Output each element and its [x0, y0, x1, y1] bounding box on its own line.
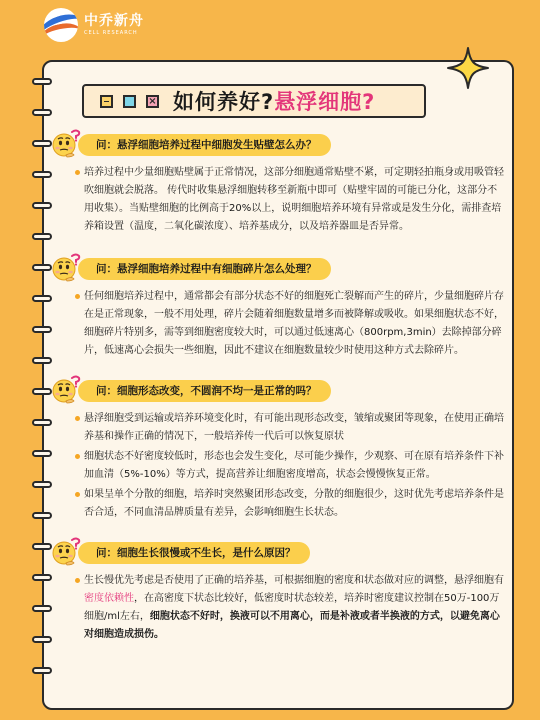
spiral-ring — [32, 605, 52, 612]
brand-logo-icon — [44, 8, 78, 42]
maximize-icon — [123, 95, 136, 108]
answer-text: ，在高密度下状态比较好，低密度时状态较差，培养时密度建议控制在50万-100万细胞/ml左右， — [84, 593, 500, 622]
spiral-ring — [32, 667, 52, 674]
question-pill: 问：细胞形态改变，不圆润不均一是正常的吗？ — [78, 380, 331, 402]
spiral-ring — [32, 543, 52, 550]
spiral-ring — [32, 295, 52, 302]
spiral-ring — [32, 202, 52, 209]
qa-section-3 — [66, 378, 506, 524]
answer-text: 生长慢优先考虑是否使用了正确的培养基，可根据细胞的密度和状态做对应的调整，悬浮细胞有 — [84, 575, 504, 586]
answer-bullet: 培养过程中少量细胞贴壁属于正常情况，这部分细胞通常贴壁不紧，可定期轻拍瓶身或用吸管轻吹细胞就会脱落。 传代时收集悬浮细胞转移至新瓶中即可（贴壁牢固的可能已分化，这部分不用收集）。当贴壁细胞的比例高于20%以上，说明细胞培养环境有异常或是发生分化，需排查培养箱设置（温度，二氧化碳浓度）、培养基成分，以及培养器皿是否异常。 — [84, 164, 506, 236]
minimize-icon — [100, 95, 113, 108]
spiral-ring — [32, 326, 52, 333]
qa-section-1 — [66, 132, 506, 238]
spiral-ring — [32, 388, 52, 395]
spiral-ring — [32, 574, 52, 581]
spiral-ring — [32, 419, 52, 426]
spiral-ring — [32, 450, 52, 457]
highlight-text: 密度依赖性 — [84, 593, 134, 604]
spiral-ring — [32, 171, 52, 178]
question-pill: 问：悬浮细胞培养过程中细胞发生贴壁怎么办？ — [78, 134, 331, 156]
spiral-ring — [32, 109, 52, 116]
answer-bullet: 如果呈单个分散的细胞，培养时突然聚团形态改变，分散的细胞很少，这时优先考虑培养条件是否合适，不同血清品牌质量有差异，会影响细胞生长状态。 — [84, 486, 506, 522]
brand-name: 中乔新舟 — [84, 13, 144, 29]
answer-bullet — [84, 572, 506, 644]
answer-bullet: 悬浮细胞受到运输或培养环境变化时，有可能出现形态改变，皱缩或聚团等现象，在使用正确培养基和操作正确的情况下，一般培养传一代后可以恢复原状 — [84, 410, 506, 446]
title-part-2: 悬浮细胞? — [274, 90, 376, 114]
qa-section-4 — [66, 540, 506, 646]
spiral-ring — [32, 233, 52, 240]
question-pill: 问：细胞生长很慢或不生长，是什么原因？ — [78, 542, 310, 564]
spiral-ring — [32, 512, 52, 519]
question-pill: 问：悬浮细胞培养过程中有细胞碎片怎么处理？ — [78, 258, 331, 280]
page-title — [173, 86, 375, 116]
bold-text: 细胞状态不好时，换液可以不用离心，而是补液或者半换液的方式，以避免离心对细胞造成损伤。 — [84, 611, 500, 640]
spiral-ring — [32, 481, 52, 488]
brand-subtitle: CELL RESEARCH — [84, 30, 138, 36]
qa-section-2 — [66, 256, 506, 362]
spiral-ring — [32, 357, 52, 364]
spiral-ring — [32, 636, 52, 643]
spiral-ring — [32, 78, 52, 85]
title-part-1: 如何养好? — [173, 90, 275, 114]
close-icon: × — [146, 95, 159, 108]
answer-bullet: 任何细胞培养过程中，通常都会有部分状态不好的细胞死亡裂解而产生的碎片，少量细胞碎片存在是正常现象，一般不用处理，碎片会随着细胞数量增多而被降解或吸收。如果细胞状态不好，细胞碎片特别多，需等到细胞密度较大时，可以通过低速离心（800rpm,3min）去除掉部分碎片，低速离心会损失一些细胞，因此不建议在细胞数量较少时使用这种方式去除碎片。 — [84, 288, 506, 360]
brand-logo-block — [44, 8, 144, 42]
spiral-ring — [32, 140, 52, 147]
title-bar — [82, 84, 426, 118]
sparkle-star-icon — [446, 46, 490, 90]
spiral-ring — [32, 264, 52, 271]
answer-bullet: 细胞状态不好密度较低时，形态也会发生变化，尽可能少操作，少观察、可在原有培养条件下补加血清（5%-10%）等方式，提高营养让细胞密度增高，状态会慢慢恢复正常。 — [84, 448, 506, 484]
